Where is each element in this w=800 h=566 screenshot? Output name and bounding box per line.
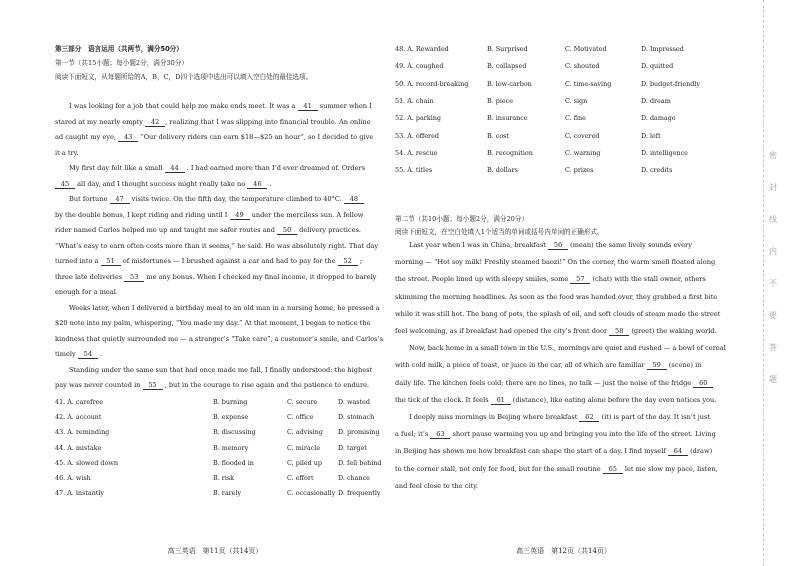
passage-line <box>55 133 373 142</box>
passage-line <box>395 379 713 388</box>
option-choice[interactable]: D. target <box>338 443 367 452</box>
passage-line <box>55 319 370 327</box>
passage-text: feel welcoming, as if breakfast had opened the city’s front door <box>395 327 610 335</box>
option-choice[interactable]: 48. A. Rewarded <box>395 45 449 53</box>
option-choice[interactable]: C. Motivated <box>565 45 607 53</box>
passage-line <box>395 258 715 266</box>
option-choice[interactable]: B. memory <box>213 443 249 452</box>
binding-char: 内 <box>769 247 777 256</box>
option-row <box>395 79 732 89</box>
binding-char: 题 <box>769 375 777 384</box>
passage-text: (draw) <box>687 447 713 456</box>
blank-63[interactable]: 63 <box>430 430 450 439</box>
section2-title: 第二节（共10小题；每小题2分，满分20分） <box>395 215 529 223</box>
blank-44[interactable]: 44 <box>165 164 185 173</box>
option-choice[interactable]: C. advising <box>287 428 323 437</box>
passage-text: to the corner stall, not only for food, but for the small routine <box>395 464 603 473</box>
page-footer-12: 高三英语 第12页（共14页） <box>516 547 611 555</box>
binding-char: 不 <box>769 279 777 288</box>
passage-text: while it was still hot. The bang of pots, the splash of oil, and soft clouds of steam made the street <box>395 309 721 318</box>
option-choice[interactable]: D. dream <box>641 96 671 105</box>
passage-text: (scene) in <box>666 361 702 370</box>
passage-line <box>55 211 363 220</box>
option-choice[interactable]: 50. A. record-breaking <box>395 79 469 88</box>
option-choice[interactable]: D. Impressed <box>641 45 684 53</box>
option-choice[interactable]: C. shouted <box>565 62 600 71</box>
blank-57[interactable]: 57 <box>570 275 590 284</box>
passage-text: with cold milk, a piece of toast, or juice in the car, all of which are familiar <box>395 361 647 370</box>
passage-line <box>409 413 710 422</box>
passage-text: (it) is part of the day. It isn’t just <box>599 413 711 421</box>
passage-text: Now, back home in a small town in the U.S., mornings are quiet and rushed — a bowl of cereal <box>409 344 726 353</box>
passage-line <box>395 327 717 336</box>
passage-line <box>69 304 380 312</box>
passage-text: (mean) the same lively sounds every <box>568 241 692 249</box>
option-choice[interactable]: C. miracle <box>287 443 321 452</box>
blank-46[interactable]: 46 <box>247 180 267 189</box>
blank-59[interactable]: 59 <box>647 361 667 370</box>
option-row <box>55 473 375 483</box>
option-choice[interactable]: D. damage <box>641 114 676 123</box>
blank-48[interactable]: 48 <box>344 195 364 204</box>
option-choice[interactable]: D. frequently <box>338 489 381 498</box>
binding-margin-notice <box>766 150 780 410</box>
option-choice[interactable]: 52. A. parking <box>395 114 441 123</box>
passage-line <box>395 293 717 301</box>
passage-line <box>395 396 716 405</box>
option-row <box>395 148 732 158</box>
option-choice[interactable]: B. discussing <box>213 428 256 437</box>
passage-line <box>55 226 361 235</box>
passage-line <box>55 242 378 250</box>
blank-51[interactable]: 51 <box>101 257 121 266</box>
option-choice[interactable]: 46. A. wish <box>55 474 91 482</box>
blank-64[interactable]: 64 <box>668 447 688 456</box>
passage-text: Last year when I was in China, breakfast <box>409 241 549 249</box>
binding-char: 密 <box>769 151 777 160</box>
passage-text: enough for a meal. <box>55 288 118 296</box>
option-choice[interactable]: D. wasted <box>338 398 370 406</box>
option-choice[interactable]: D. budget-friendly <box>641 79 700 88</box>
blank-47[interactable]: 47 <box>110 195 130 204</box>
blank-50[interactable]: 50 <box>277 226 297 235</box>
blank-43[interactable]: 43 <box>118 133 138 142</box>
passage-text: ; <box>357 257 362 265</box>
option-choice[interactable]: B. collapsed <box>487 62 527 71</box>
passage-text: morning — “Hot soy milk! Freshly steamed baozi!” On the corner, the warm smell floated along <box>395 258 716 267</box>
option-choice[interactable]: C. office <box>287 413 314 422</box>
passage-text: by the double bonus, I kept riding and riding until I <box>55 210 230 219</box>
passage-text: pay was never counted in <box>55 381 143 389</box>
binding-fold-line <box>763 0 764 566</box>
option-choice[interactable]: C. effort <box>287 474 314 482</box>
passage-text: (distance), like eating alone before the day even notices you. <box>510 395 717 404</box>
option-choice[interactable]: B. flooded in <box>213 458 254 467</box>
passage-text: all day, and I thought success might really take no <box>75 179 248 188</box>
option-choice[interactable]: B. piece <box>487 96 514 105</box>
option-row <box>55 488 381 498</box>
passage-text: me any bonus. When I checked my final income, it dropped to barely <box>144 272 377 281</box>
option-choice[interactable]: B. burning <box>213 398 248 406</box>
option-row <box>395 131 732 141</box>
passage-line <box>409 241 692 250</box>
passage-text: “Our delivery riders can earn $18—$25 an hour”, so I decided to give <box>138 133 374 141</box>
binding-char: 封 <box>769 183 777 192</box>
option-choice[interactable]: 53. A. offered <box>395 131 439 140</box>
passage-line <box>55 149 79 157</box>
option-choice[interactable]: 45. A. slowed down <box>55 458 118 467</box>
option-choice[interactable]: 43. A. reminding <box>55 428 110 437</box>
option-choice[interactable]: D. stomach <box>338 413 375 422</box>
passage-text: delivery practices. <box>297 226 361 234</box>
part-title: 第三部分 语言运用（共两节，满分50分） <box>55 45 183 53</box>
option-choice[interactable]: C. covered <box>565 131 600 140</box>
passage-line <box>69 102 372 111</box>
option-choice[interactable]: B. dollars <box>487 166 518 175</box>
passage-text: summer when I <box>317 102 372 110</box>
passage-text: (chat) with the stall owner, others <box>590 275 706 284</box>
passage-text: kindness that quietly surrounded me — a stranger’s “Take care”, a customer’s smile, and Carlos’s <box>55 334 384 343</box>
passage-text: of misfortunes — I brushed against a car and had to pay for the <box>120 257 338 265</box>
option-choice[interactable]: B. Surprised <box>487 45 528 53</box>
blank-42[interactable]: 42 <box>145 118 165 127</box>
passage-text: Weeks later, when I delivered a birthday meal to an old man in a nursing home, he pressed a <box>69 303 380 312</box>
passage-line <box>55 381 369 390</box>
passage-line <box>69 366 372 374</box>
passage-text: , realizing that I was slipping into financial trouble. An online <box>165 117 371 126</box>
option-choice[interactable]: B. insurance <box>487 114 528 123</box>
passage-text: skimming the morning headlines. As soon as the food was handed over, they grabbed a first bite <box>395 292 718 301</box>
option-choice[interactable]: C. piled up <box>287 458 323 467</box>
passage-text: the street. People lined up with sleepy smiles, some <box>395 275 571 284</box>
blank-52[interactable]: 52 <box>338 257 358 266</box>
left-page <box>55 0 384 566</box>
passage-line <box>55 180 272 189</box>
option-choice[interactable]: 49. A. coughed <box>395 62 444 71</box>
blank-41[interactable]: 41 <box>298 102 318 111</box>
option-choice[interactable]: C. secure <box>287 398 318 406</box>
passage-text: “What’s easy to earn often costs more than it seems,” he said. He was absolutely right. That day <box>55 241 379 250</box>
passage-line <box>395 482 478 490</box>
section2-instruction: 阅读下面短文，在空白处填入1个适当的单词或括号内单词的正确形式。 <box>395 228 604 236</box>
passage-text: . <box>97 350 103 358</box>
option-choice[interactable]: 54. A. rescue <box>395 148 438 157</box>
option-row <box>395 44 732 54</box>
section1-title: 第一节（共15小题；每小题2分，满分30分） <box>55 59 189 67</box>
passage-text: I was looking for a job that could help me make ends meet. It was a <box>69 102 298 110</box>
passage-text: let me slow my pace, listen, <box>622 464 718 473</box>
passage-line <box>409 344 726 352</box>
blank-55[interactable]: 55 <box>143 381 163 390</box>
passage-line <box>55 335 383 343</box>
passage-text: But fortune <box>69 195 110 203</box>
blank-62[interactable]: 62 <box>579 413 599 422</box>
passage-text: under the merciless sun. A fellow <box>249 210 364 219</box>
blank-61[interactable]: 61 <box>491 396 511 405</box>
option-choice[interactable]: D. intelligence <box>641 148 688 157</box>
option-choice[interactable]: C. prizes <box>565 166 594 175</box>
passage-line <box>69 195 364 204</box>
section1-instruction: 阅读下面短文，从每题所给的A，B，C，D四个选项中选出可以填入空白处的最佳选项。 <box>55 73 313 81</box>
right-page <box>395 0 732 566</box>
passage-line <box>55 350 102 359</box>
option-choice[interactable]: D. quitted <box>641 62 674 71</box>
passage-text: I deeply miss mornings in Beijing where breakfast <box>409 413 580 421</box>
option-choice[interactable]: B. recognition <box>487 148 533 157</box>
blank-53[interactable]: 53 <box>124 273 144 282</box>
option-choice[interactable]: D. fell behind <box>338 458 382 467</box>
option-row <box>55 458 382 468</box>
option-row <box>395 165 732 175</box>
passage-text: , but in the courage to rise again and the patience to endure. <box>162 381 370 389</box>
passage-text: short pause warming you up and bringing you into the life of the street. Living <box>450 430 716 439</box>
passage-text: the tick of the clock. It feels <box>395 395 491 404</box>
passage-line <box>55 288 118 296</box>
binding-char: 要 <box>769 311 777 320</box>
passage-line <box>55 118 371 127</box>
option-choice[interactable]: 47. A. instantly <box>55 489 105 498</box>
passage-text: daily life. The kitchen feels cold; there are no lines, no talk — just the noise of the fridge <box>395 378 694 387</box>
option-choice[interactable]: B. low-carbon <box>487 79 532 88</box>
option-choice[interactable]: B. risk <box>213 474 235 482</box>
option-choice[interactable]: 55. A. titles <box>395 166 433 175</box>
blank-58[interactable]: 58 <box>609 327 629 336</box>
passage-line <box>395 430 716 439</box>
passage-text: rider named Carlos helped me up and taught me safer routes and <box>55 226 278 234</box>
passage-text: . I had earned more than I’d ever dreamed of. Orders <box>184 164 366 172</box>
option-choice[interactable]: B. cost <box>487 131 510 140</box>
option-choice[interactable]: D. left <box>641 131 661 140</box>
passage-text: (greet) the waking world. <box>629 327 717 335</box>
option-row <box>395 96 732 106</box>
passage-text: in Beijing has shown me how breakfast can shape the start of a day. I find myself <box>395 447 668 456</box>
option-row <box>55 412 375 422</box>
blank-45[interactable]: 45 <box>55 180 75 189</box>
option-choice[interactable]: D. promising <box>338 428 380 437</box>
passage-text: turned into a <box>55 257 101 265</box>
passage-text: My first day felt like a small <box>69 164 165 172</box>
passage-text: timely <box>55 350 78 358</box>
passage-text: visits twice. On the fifth day, the temperature climbed to 40°C. <box>129 195 344 203</box>
passage-text: three late deliveries <box>55 272 125 281</box>
passage-line <box>395 310 720 318</box>
passage-line <box>55 273 376 282</box>
blank-49[interactable]: 49 <box>230 211 250 220</box>
page-footer-11: 高三英语 第11页（共14页） <box>167 547 263 555</box>
passage-line <box>55 257 362 266</box>
option-choice[interactable]: C. time-saving <box>565 79 612 88</box>
option-row <box>55 443 375 453</box>
binding-char: 答 <box>769 343 777 352</box>
option-row <box>55 397 375 407</box>
binding-char: 线 <box>769 215 777 224</box>
option-choice[interactable]: 41. A. carefree <box>55 398 104 406</box>
option-choice[interactable]: D. chance <box>338 474 370 482</box>
option-choice[interactable]: C. warning <box>565 148 601 157</box>
option-choice[interactable]: B. rarely <box>213 489 242 498</box>
blank-56[interactable]: 56 <box>548 241 568 250</box>
passage-line <box>395 275 706 284</box>
passage-line <box>395 447 712 456</box>
option-choice[interactable]: 42. A. account <box>55 413 102 422</box>
blank-60[interactable]: 60 <box>693 379 713 388</box>
option-row <box>55 427 380 437</box>
option-choice[interactable]: C. sign <box>565 96 588 105</box>
passage-text: stared at my nearly empty <box>55 117 146 126</box>
option-choice[interactable]: 44. A. mistake <box>55 443 102 452</box>
option-choice[interactable]: B. expense <box>213 413 249 422</box>
option-choice[interactable]: 51. A. chain <box>395 96 434 105</box>
passage-line <box>69 164 365 173</box>
blank-65[interactable]: 65 <box>603 465 623 474</box>
blank-54[interactable]: 54 <box>78 350 98 359</box>
passage-text: . <box>267 179 272 188</box>
passage-text: $20 note into my palm, whispering, “You made my day.” At that moment, I began to notice the <box>55 319 371 327</box>
option-row <box>395 61 732 71</box>
option-choice[interactable]: C. occasionally <box>287 489 336 498</box>
passage-text: and feel close to the city. <box>395 481 479 490</box>
passage-text: ad caught my eye, <box>55 133 119 141</box>
option-row <box>395 113 732 123</box>
passage-text: a fuel; it’s <box>395 430 431 439</box>
passage-text: it a try. <box>55 148 79 157</box>
option-choice[interactable]: C. fine <box>565 114 586 123</box>
passage-text: Standing under the same sun that had once made me fall, I finally understood: the highest <box>69 365 373 374</box>
option-choice[interactable]: D. credits <box>641 166 673 175</box>
passage-line <box>395 361 701 370</box>
passage-line <box>395 465 718 474</box>
